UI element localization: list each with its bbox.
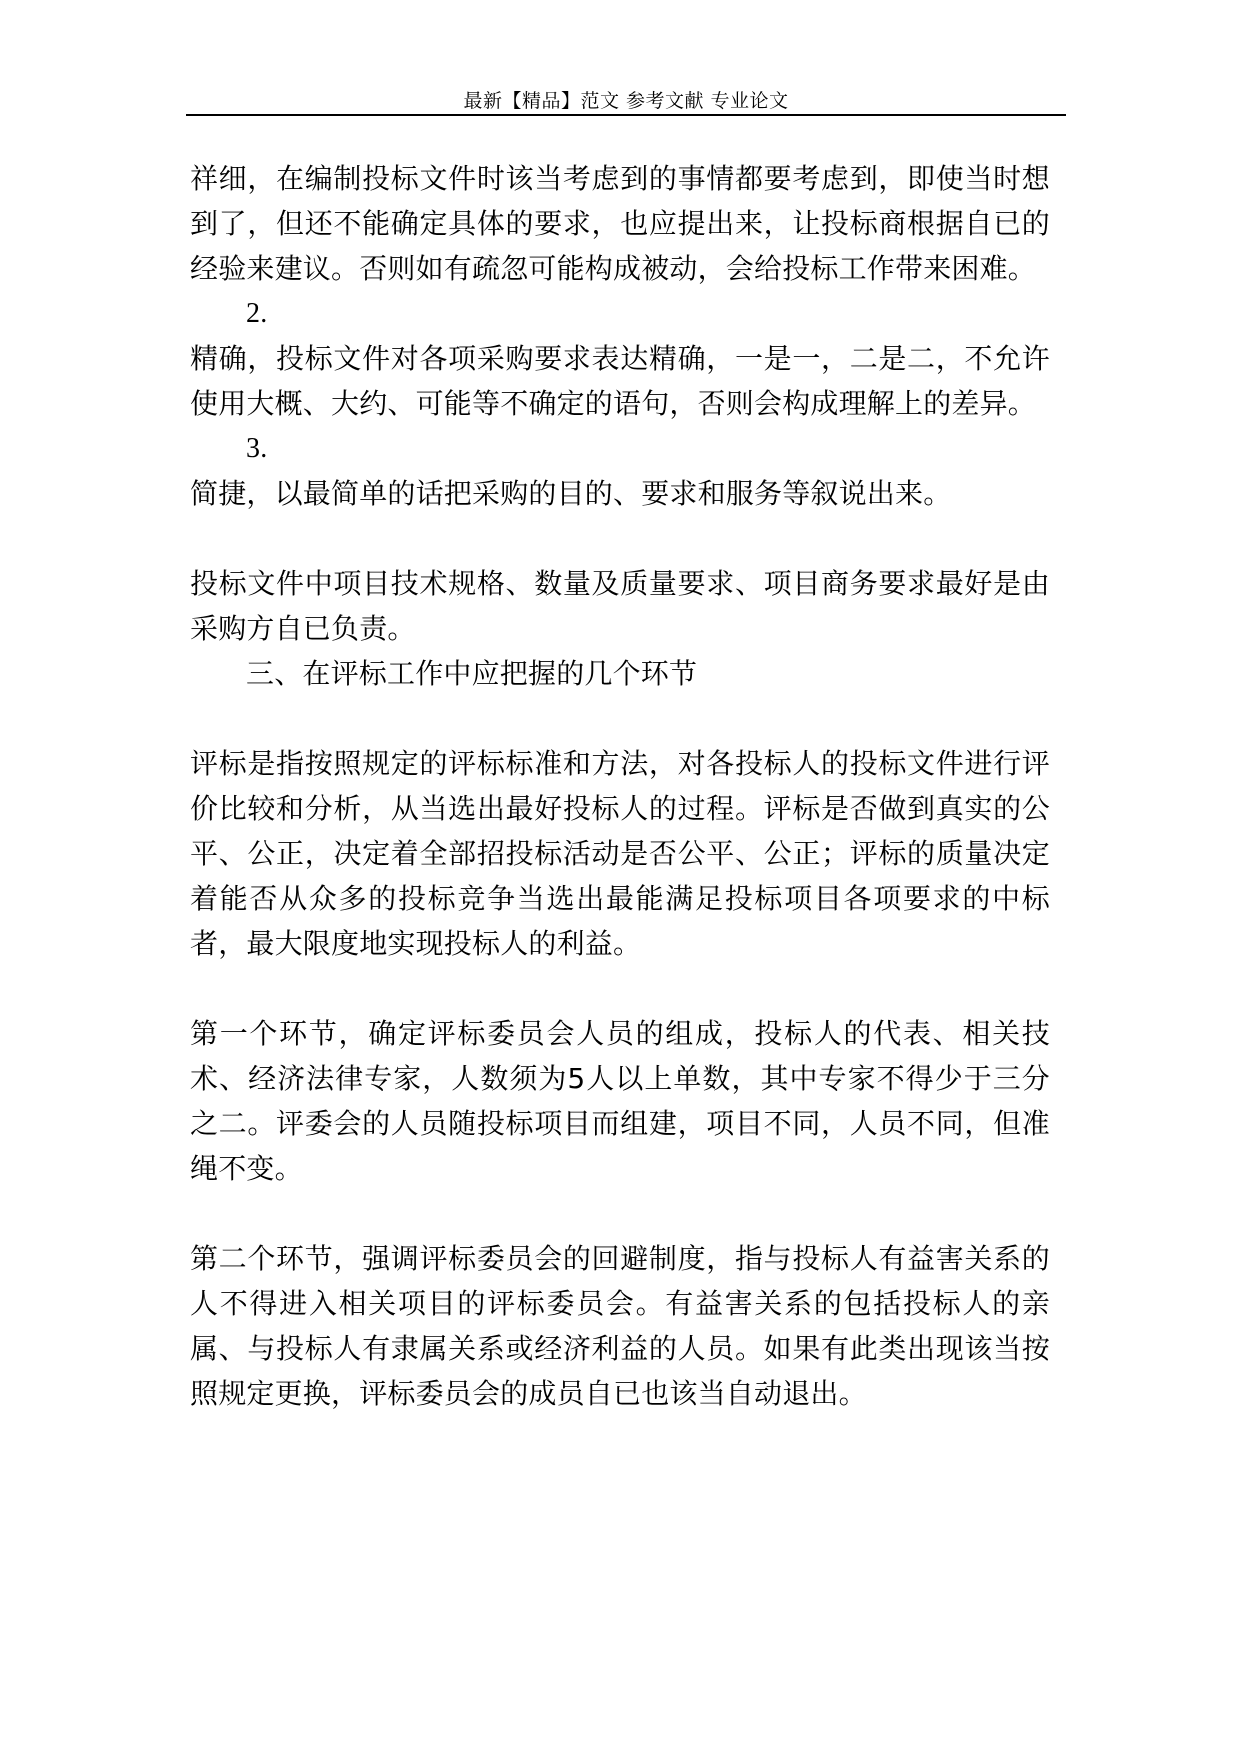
item-number-3: 3. bbox=[246, 433, 268, 464]
section-heading-3: 三、在评标工作中应把握的几个环节 bbox=[246, 657, 698, 690]
paragraph-precise: 精确，投标文件对各项采购要求表达精确，一是一，二是二，不允许使用大概、大约、可能等不确定的语句，否则会构成理解上的差异。 bbox=[190, 342, 1050, 420]
header-divider bbox=[186, 114, 1066, 116]
paragraph-detail: 祥细，在编制投标文件时该当考虑到的事情都要考虑到，即使当时想到了，但还不能确定具体的要求，也应提出来，让投标商根据自已的经验来建议。否则如有疏忽可能构成被动，会给投标工作带来困难。 bbox=[190, 162, 1050, 285]
paragraph-concise: 简捷，以最简单的话把采购的目的、要求和服务等叙说出来。 bbox=[190, 477, 952, 510]
paragraph-responsibility: 投标文件中项目技术规格、数量及质量要求、项目商务要求最好是由采购方自已负责。 bbox=[190, 567, 1050, 645]
paragraph-step-two: 第二个环节，强调评标委员会的回避制度，指与投标人有益害关系的人不得进入相关项目的评标委员会。有益害关系的包括投标人的亲属、与投标人有隶属关系或经济利益的人员。如果有此类出现该当按照规定更换，评标委员会的成员自已也该当自动退出。 bbox=[190, 1242, 1050, 1410]
paragraph-evaluation-definition: 评标是指按照规定的评标标准和方法，对各投标人的投标文件进行评价比较和分析，从当选出最好投标人的过程。评标是否做到真实的公平、公正，决定着全部招投标活动是否公平、公正；评标的质量决定着能否从众多的投标竞争当选出最能满足投标项目各项要求的中标者，最大限度地实现投标人的利益。 bbox=[190, 747, 1050, 960]
item-number-2: 2. bbox=[246, 298, 268, 329]
document-body bbox=[190, 156, 1050, 1416]
paragraph-step-one: 第一个环节，确定评标委员会人员的组成，投标人的代表、相关技术、经济法律专家，人数须为5人以上单数，其中专家不得少于三分之二。评委会的人员随投标项目而组建，项目不同，人员不同，但准绳不变。 bbox=[190, 1017, 1050, 1185]
page-header: 最新【精品】范文 参考文献 专业论文 bbox=[463, 90, 789, 112]
